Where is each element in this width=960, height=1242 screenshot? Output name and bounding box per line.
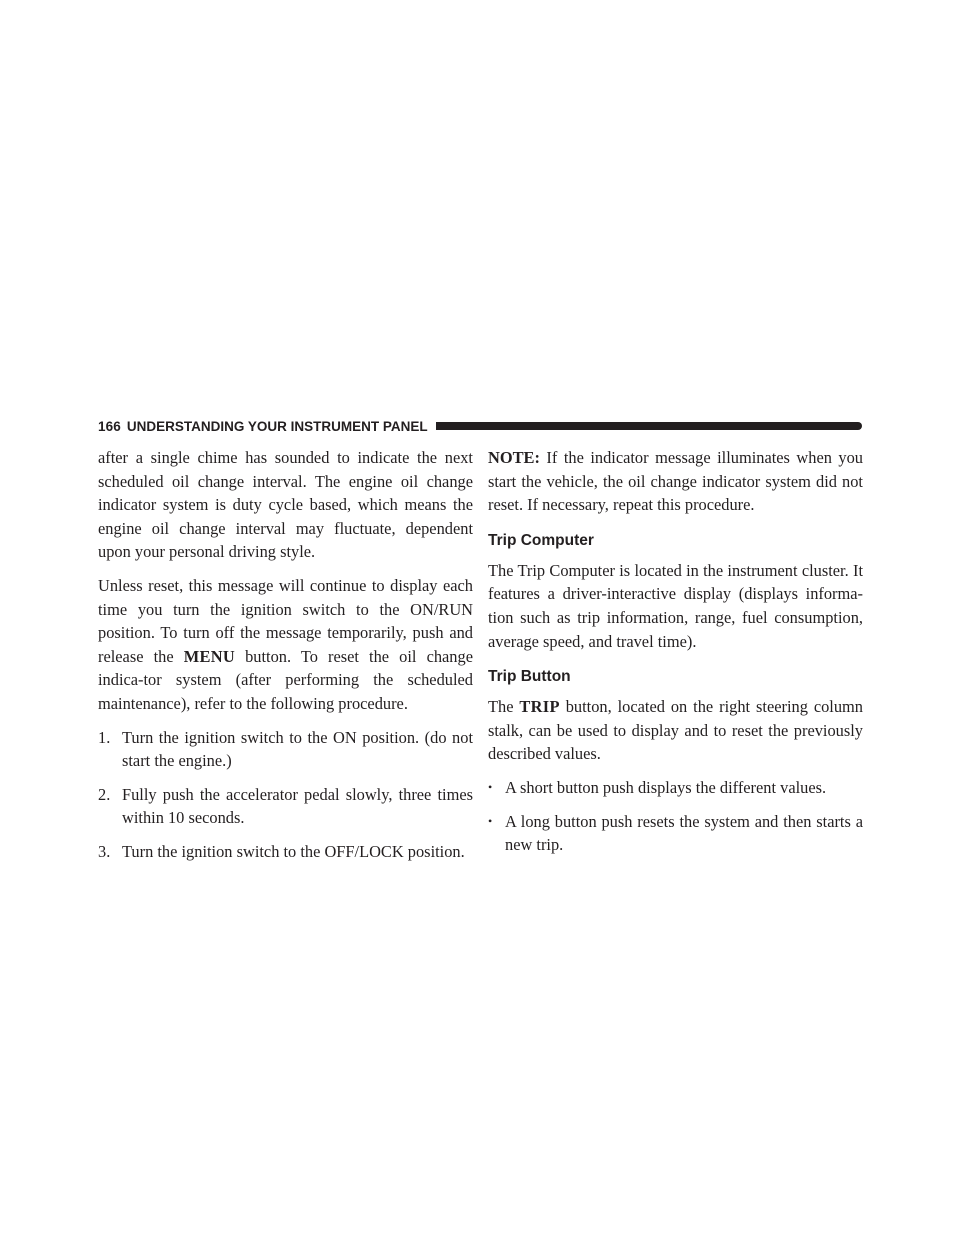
menu-keyword: MENU xyxy=(183,646,235,666)
page-number: 166 xyxy=(98,418,121,434)
reset-text-after: button. To reset the oil change indica-tor system (after performing the scheduled maintenance), refer to the following procedure. xyxy=(98,646,473,713)
heading-trip-computer: Trip Computer xyxy=(488,531,594,549)
bullet-text: A long button push resets the system and then starts a new trip. xyxy=(505,811,863,855)
step-1 xyxy=(98,726,473,773)
step-text: Fully push the accelerator pedal slowly, three times within 10 seconds. xyxy=(122,784,473,828)
paragraph-chime: after a single chime has sounded to indicate the next scheduled oil change interval. The engine oil change indicator system is duty cycle based, which means the engine oil change interval may fluctuate, dependent upon your personal driving style. xyxy=(98,448,473,562)
bullet-list xyxy=(488,776,863,857)
bullet-icon: • xyxy=(488,813,493,828)
step-3 xyxy=(98,840,473,864)
step-number: 3. xyxy=(98,841,111,861)
left-column xyxy=(98,446,473,874)
step-text: Turn the ignition switch to the ON position. (do not start the engine.) xyxy=(122,727,473,771)
paragraph-trip-button xyxy=(488,695,863,766)
header-rule xyxy=(436,422,862,430)
paragraph-reset xyxy=(98,574,473,716)
reset-text-before: Unless reset, this message will continue to display each time you turn the ignition switch to the ON/RUN position. To turn off the message temporarily, push and release the xyxy=(98,575,473,666)
step-number: 2. xyxy=(98,784,111,804)
trip-keyword: TRIP xyxy=(519,697,560,717)
step-text: Turn the ignition switch to the OFF/LOCK position. xyxy=(122,841,465,861)
right-column xyxy=(488,446,863,867)
step-number: 1. xyxy=(98,727,111,747)
section-title: UNDERSTANDING YOUR INSTRUMENT PANEL xyxy=(126,418,428,434)
trip-text-before: The xyxy=(488,697,520,717)
page-header xyxy=(98,415,862,437)
paragraph-trip-computer: The Trip Computer is located in the instrument cluster. It features a driver-interactive display (displays informa-tion such as trip information, range, fuel consumption, average speed, and travel time). xyxy=(488,560,863,651)
list-item xyxy=(488,810,863,857)
note-text: If the indicator message illuminates when you start the vehicle, the oil change indicator system did not reset. If necessary, repeat this procedure. xyxy=(488,448,863,515)
trip-text-after: button, located on the right steering column stalk, can be used to display and to reset the previously described values. xyxy=(488,697,863,764)
bullet-icon: • xyxy=(488,779,493,794)
step-2 xyxy=(98,783,473,830)
bullet-text: A short button push displays the different values. xyxy=(505,777,827,797)
note-paragraph xyxy=(488,446,863,517)
list-item xyxy=(488,776,863,800)
heading-trip-button: Trip Button xyxy=(488,668,571,686)
note-label: NOTE: xyxy=(488,448,540,467)
